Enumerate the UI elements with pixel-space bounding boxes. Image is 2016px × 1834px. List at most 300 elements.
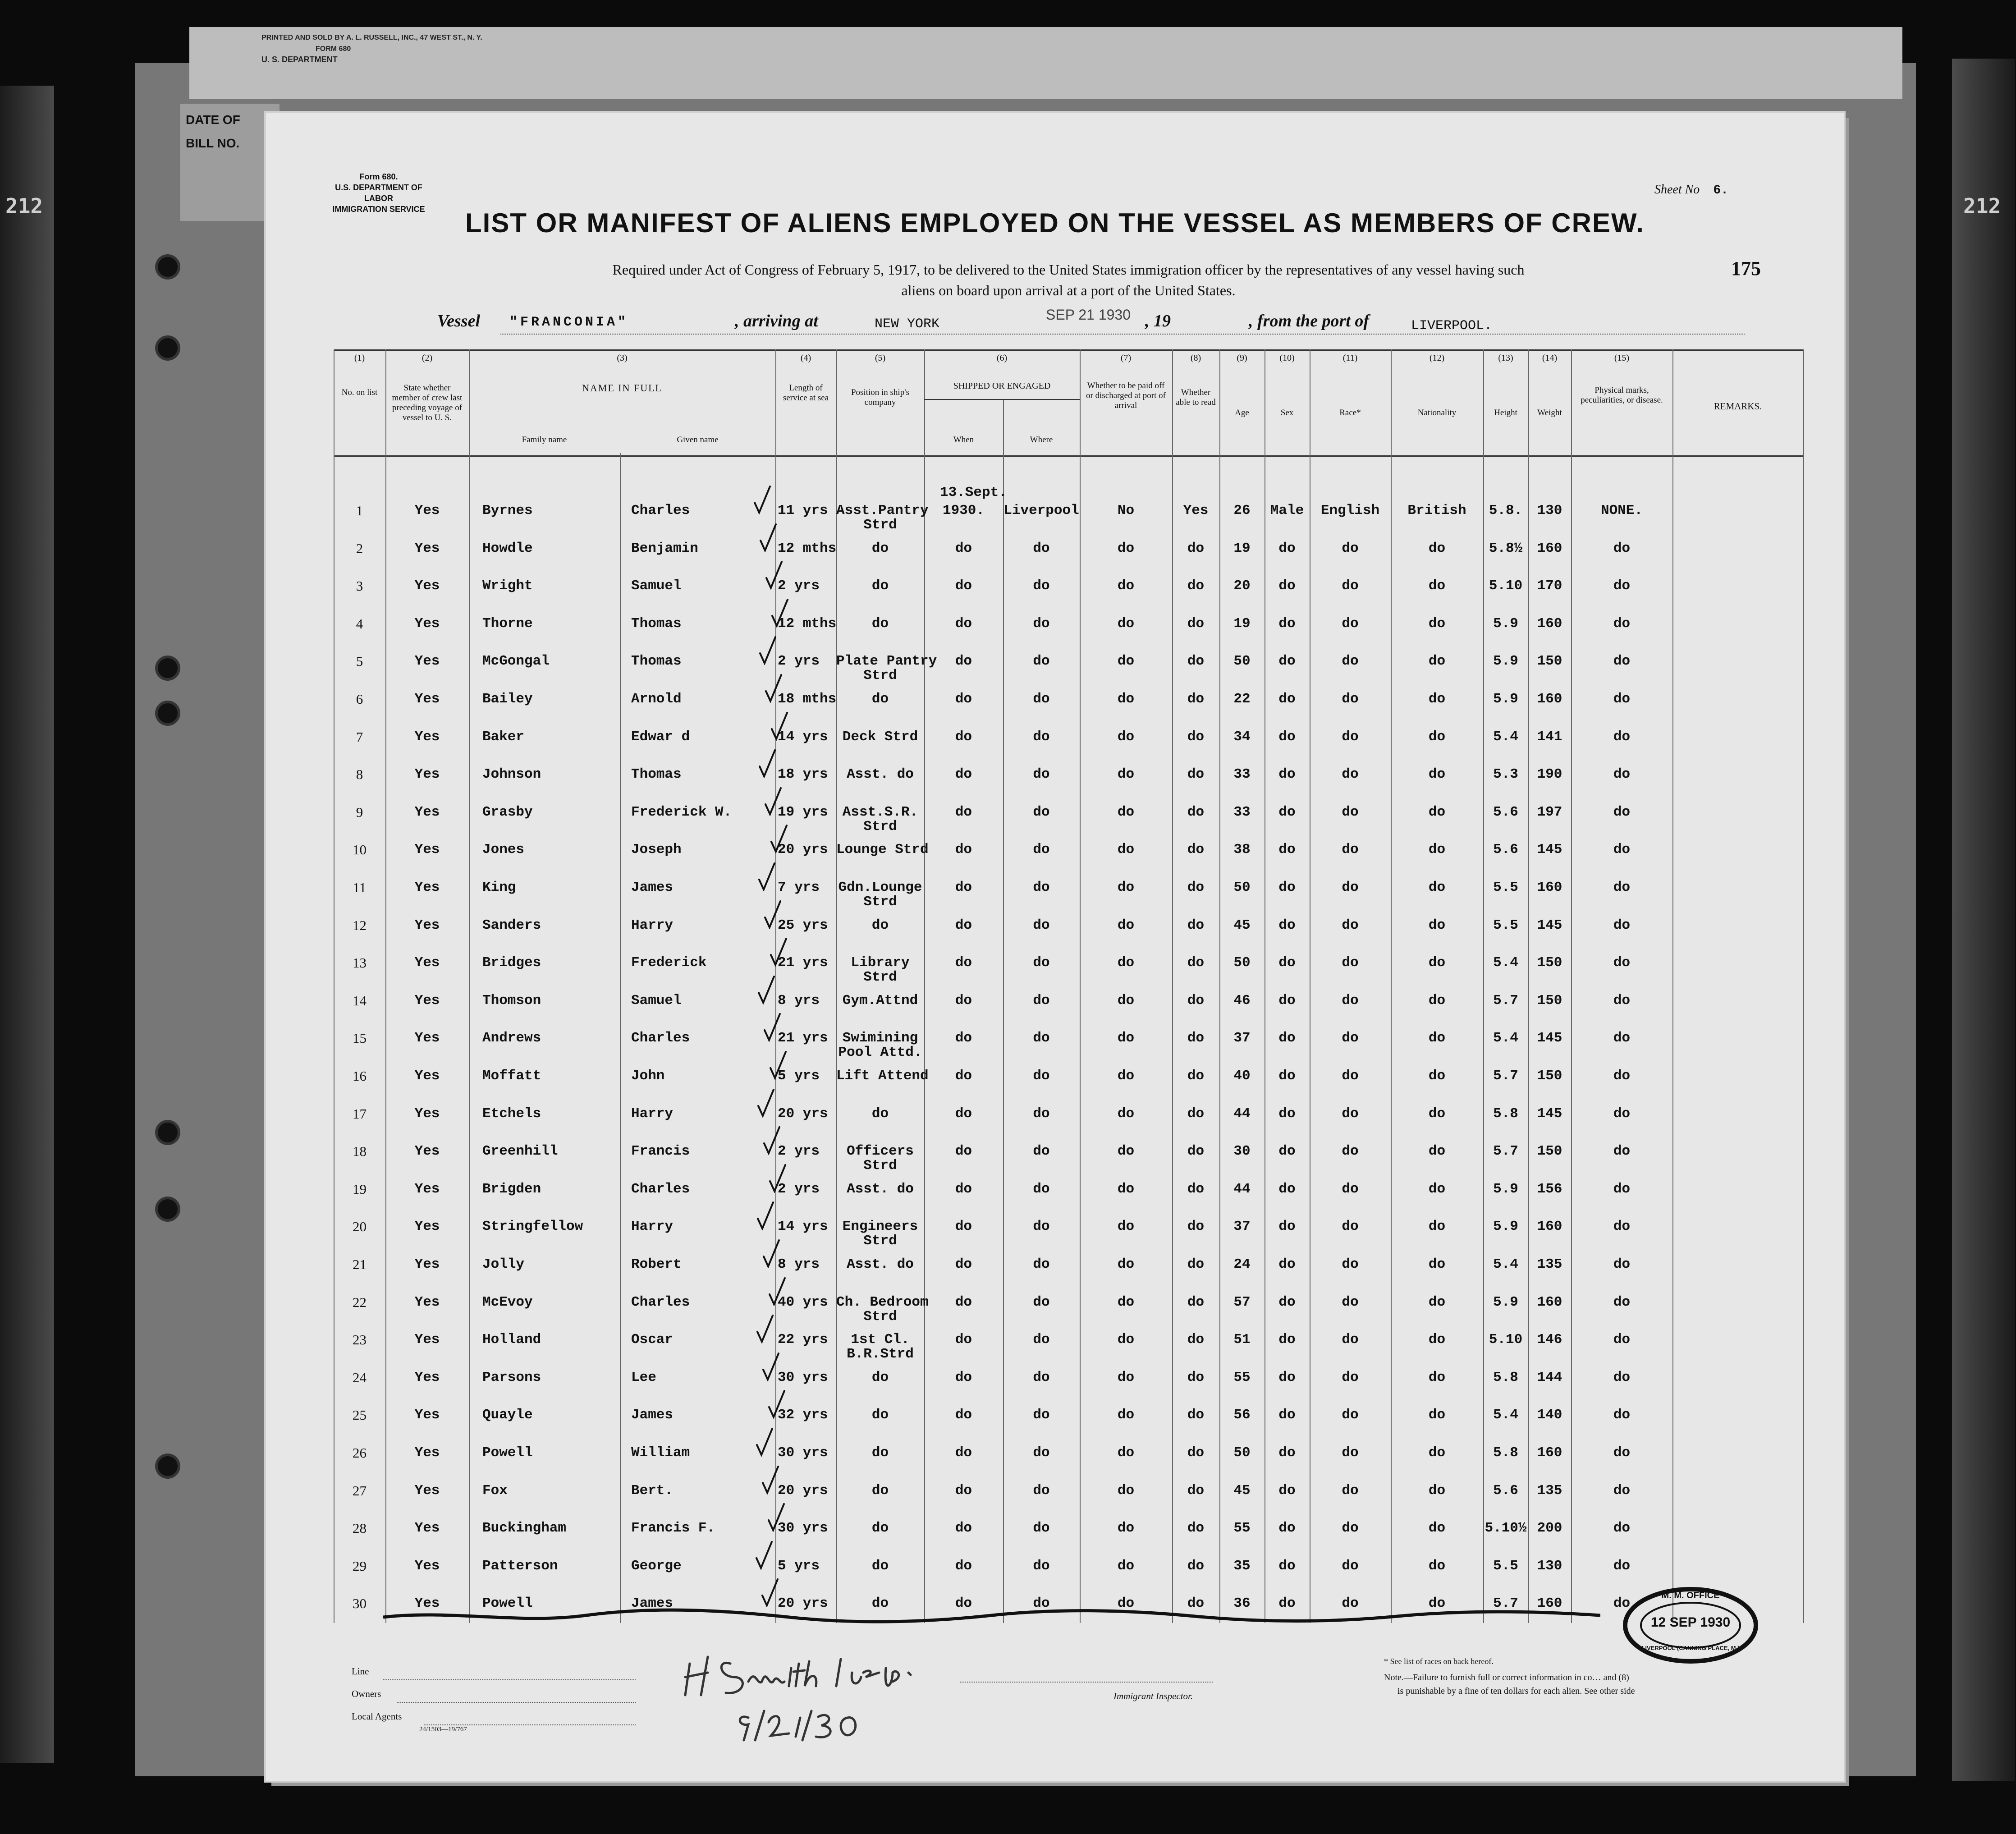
cell-age: 51 bbox=[1233, 1332, 1251, 1348]
cell-physical: do bbox=[1613, 1143, 1631, 1160]
footer-line-label: Line bbox=[352, 1666, 369, 1677]
cell-family: Jones bbox=[482, 842, 525, 858]
cell-no: 9 bbox=[356, 804, 363, 820]
cell-when: do bbox=[955, 1445, 972, 1461]
cell-family: King bbox=[482, 880, 516, 895]
cell-sex: do bbox=[1278, 766, 1296, 783]
check-mark-icon bbox=[756, 1089, 774, 1118]
cell-crew: Yes bbox=[414, 1558, 440, 1574]
check-mark-icon bbox=[761, 1466, 779, 1495]
cell-when: do bbox=[955, 1256, 972, 1272]
col-num-2: (2) bbox=[422, 353, 433, 363]
cell-given: Thomas bbox=[631, 766, 682, 783]
cell-position-line-2: Strd bbox=[863, 1308, 897, 1325]
cell-service: 30 yrs bbox=[778, 1445, 828, 1461]
cell-crew: Yes bbox=[414, 804, 440, 820]
cell-crew: Yes bbox=[414, 880, 440, 895]
cell-physical: do bbox=[1613, 766, 1631, 783]
cell-service: 30 yrs bbox=[778, 1369, 828, 1385]
cell-position: do bbox=[871, 1407, 889, 1423]
cell-read: do bbox=[1187, 1030, 1205, 1046]
cell-nationality: do bbox=[1428, 729, 1446, 745]
cell-where: do bbox=[1033, 842, 1050, 858]
check-mark-icon bbox=[756, 1315, 774, 1343]
check-mark-icon bbox=[761, 1353, 779, 1381]
cell-age: 44 bbox=[1233, 1181, 1251, 1197]
cell-height: 5.4 bbox=[1493, 1407, 1518, 1423]
cell-nationality: British bbox=[1407, 503, 1466, 518]
cell-sex: do bbox=[1278, 1030, 1296, 1046]
cell-family: Wright bbox=[482, 578, 533, 594]
cell-when: do bbox=[955, 766, 972, 783]
cell-where: do bbox=[1033, 1558, 1050, 1574]
cell-weight: 150 bbox=[1537, 1143, 1562, 1160]
cell-age: 19 bbox=[1233, 540, 1251, 556]
cell-service: 12 mths bbox=[778, 615, 837, 632]
cell-read: do bbox=[1187, 1105, 1205, 1122]
table-row bbox=[334, 1445, 1803, 1483]
cell-no: 19 bbox=[353, 1181, 367, 1197]
cell-position: Asst. do bbox=[847, 1256, 914, 1272]
cell-sex: do bbox=[1278, 842, 1296, 858]
cell-when: do bbox=[955, 1143, 972, 1160]
vessel-underline bbox=[500, 334, 1745, 335]
cell-position-line-2: Strd bbox=[863, 1233, 897, 1249]
cell-nationality: do bbox=[1428, 1445, 1446, 1461]
cell-given: Thomas bbox=[631, 653, 682, 669]
cell-crew: Yes bbox=[414, 691, 440, 707]
cell-sex: do bbox=[1278, 691, 1296, 707]
check-mark-icon bbox=[755, 1428, 773, 1457]
col-head-remarks: REMARKS. bbox=[1714, 401, 1762, 412]
cell-service: 20 yrs bbox=[778, 1482, 828, 1499]
races-note: * See list of races on back hereof. bbox=[1384, 1657, 1494, 1666]
cell-physical: do bbox=[1613, 1068, 1631, 1084]
cell-family: Stringfellow bbox=[482, 1219, 583, 1235]
cell-service: 2 yrs bbox=[778, 578, 820, 594]
cell-height: 5.9 bbox=[1493, 653, 1518, 669]
cell-no: 5 bbox=[356, 653, 363, 669]
cell-crew: Yes bbox=[414, 1219, 440, 1235]
cell-no: 6 bbox=[356, 691, 363, 707]
cell-height: 5.8 bbox=[1493, 1445, 1518, 1461]
cell-physical: do bbox=[1613, 955, 1631, 971]
cell-when: do bbox=[955, 1068, 972, 1084]
cell-position: 1st Cl. bbox=[851, 1332, 910, 1348]
table-row bbox=[334, 1219, 1803, 1256]
cell-where: do bbox=[1033, 1332, 1050, 1348]
cell-paid: do bbox=[1117, 1105, 1135, 1122]
cell-age: 26 bbox=[1233, 503, 1251, 518]
cell-given: Charles bbox=[631, 1181, 690, 1197]
cell-family: Thorne bbox=[482, 615, 533, 632]
col-head-race: Race* bbox=[1339, 408, 1361, 417]
stamp-top-text: M. M. OFFICE bbox=[1661, 1591, 1720, 1600]
cell-family: Greenhill bbox=[482, 1143, 558, 1160]
cell-position: do bbox=[871, 1482, 889, 1499]
cell-given: Robert bbox=[631, 1256, 682, 1272]
cell-when: do bbox=[955, 1294, 972, 1310]
cell-read: do bbox=[1187, 1256, 1205, 1272]
punch-hole bbox=[158, 338, 178, 358]
punch-hole bbox=[158, 1199, 178, 1219]
cell-read: do bbox=[1187, 1369, 1205, 1385]
cell-sex: do bbox=[1278, 955, 1296, 971]
col-num-6: (6) bbox=[996, 353, 1008, 363]
cell-race: do bbox=[1342, 1256, 1359, 1272]
cell-nationality: do bbox=[1428, 1181, 1446, 1197]
cell-no: 29 bbox=[353, 1558, 367, 1574]
cell-family: Holland bbox=[482, 1332, 541, 1348]
cell-where: do bbox=[1033, 917, 1050, 933]
cell-physical: do bbox=[1613, 1256, 1631, 1272]
cell-paid: do bbox=[1117, 1369, 1135, 1385]
cell-weight: 160 bbox=[1537, 615, 1562, 632]
cell-paid: do bbox=[1117, 729, 1135, 745]
cell-weight: 145 bbox=[1537, 917, 1562, 933]
cell-no: 26 bbox=[353, 1445, 367, 1461]
cell-where: do bbox=[1033, 804, 1050, 820]
cell-given: Francis bbox=[631, 1143, 690, 1160]
cell-position: Asst. do bbox=[847, 766, 914, 783]
cell-age: 30 bbox=[1233, 1143, 1251, 1160]
cell-physical: do bbox=[1613, 917, 1631, 933]
cell-where: do bbox=[1033, 1030, 1050, 1046]
cell-weight: 160 bbox=[1537, 1294, 1562, 1310]
cell-weight: 130 bbox=[1537, 503, 1562, 518]
cell-crew: Yes bbox=[414, 1105, 440, 1122]
cell-nationality: do bbox=[1428, 1369, 1446, 1385]
cell-where: do bbox=[1033, 992, 1050, 1009]
table-row bbox=[334, 729, 1803, 767]
back-form-number: FORM 680 bbox=[316, 45, 351, 53]
cell-sex: do bbox=[1278, 1407, 1296, 1423]
cell-paid: do bbox=[1117, 1030, 1135, 1046]
cell-race: do bbox=[1342, 1143, 1359, 1160]
cell-service: 18 yrs bbox=[778, 766, 828, 783]
cell-no: 24 bbox=[353, 1369, 367, 1385]
check-mark-icon bbox=[767, 1503, 785, 1532]
col-num-5: (5) bbox=[875, 353, 886, 363]
cell-family: Byrnes bbox=[482, 503, 533, 518]
cell-paid: do bbox=[1117, 1143, 1135, 1160]
check-mark-icon bbox=[767, 1390, 785, 1419]
col-head-state: State whether member of crew last preceding voyage of vessel to U. S. bbox=[392, 383, 463, 422]
cell-service: 7 yrs bbox=[778, 880, 820, 895]
cell-sex: do bbox=[1278, 917, 1296, 933]
cell-paid: do bbox=[1117, 1332, 1135, 1348]
cell-crew: Yes bbox=[414, 1294, 440, 1310]
check-mark-icon bbox=[762, 1239, 780, 1268]
cell-crew: Yes bbox=[414, 992, 440, 1009]
year-label: , 19 bbox=[1145, 312, 1171, 330]
cell-read: Yes bbox=[1183, 503, 1209, 518]
page-number: 175 bbox=[1731, 257, 1761, 280]
cell-position: Asst.Pantry bbox=[836, 503, 929, 518]
cell-no: 27 bbox=[353, 1482, 367, 1499]
col-num-13: (13) bbox=[1498, 353, 1513, 363]
cell-age: 37 bbox=[1233, 1030, 1251, 1046]
cell-height: 5.4 bbox=[1493, 729, 1518, 745]
cell-read: do bbox=[1187, 917, 1205, 933]
cell-position: Asst. do bbox=[847, 1181, 914, 1197]
cell-physical: NONE. bbox=[1600, 503, 1643, 518]
cell-age: 20 bbox=[1233, 578, 1251, 594]
cell-sex: do bbox=[1278, 1256, 1296, 1272]
cell-sex: do bbox=[1278, 1294, 1296, 1310]
check-mark-icon bbox=[761, 1578, 779, 1607]
punch-hole bbox=[158, 1456, 178, 1476]
cell-position-line-2: Strd bbox=[863, 668, 897, 684]
cell-read: do bbox=[1187, 653, 1205, 669]
cell-nationality: do bbox=[1428, 992, 1446, 1009]
check-mark-icon bbox=[765, 561, 783, 590]
check-mark-icon bbox=[763, 1013, 781, 1042]
check-mark-icon bbox=[756, 1201, 774, 1230]
cell-position: do bbox=[871, 691, 889, 707]
form-department: U.S. DEPARTMENT OF LABOR bbox=[335, 183, 422, 203]
cell-age: 19 bbox=[1233, 615, 1251, 632]
cell-when: do bbox=[955, 804, 972, 820]
cell-given: Joseph bbox=[631, 842, 682, 858]
cell-no: 25 bbox=[353, 1407, 367, 1423]
table-row bbox=[334, 1068, 1803, 1106]
cell-where: do bbox=[1033, 1181, 1050, 1197]
cell-age: 36 bbox=[1233, 1596, 1251, 1612]
cell-family: Brigden bbox=[482, 1181, 541, 1197]
cell-position: do bbox=[871, 1520, 889, 1536]
cell-where: do bbox=[1033, 653, 1050, 669]
cell-sex: do bbox=[1278, 1482, 1296, 1499]
cell-service: 20 yrs bbox=[778, 1105, 828, 1122]
footer-agents-label: Local Agents bbox=[352, 1711, 402, 1722]
cell-where: do bbox=[1033, 578, 1050, 594]
subtitle-line-1: Required under Act of Congress of February 5, 1917, to be delivered to the United States immigration officer by the representatives of any vessel having such bbox=[612, 261, 1525, 278]
cell-when: do bbox=[955, 1558, 972, 1574]
cell-paid: do bbox=[1117, 842, 1135, 858]
cell-family: Parsons bbox=[482, 1369, 541, 1385]
cell-race: do bbox=[1342, 766, 1359, 783]
cell-nationality: do bbox=[1428, 917, 1446, 933]
cell-height: 5.4 bbox=[1493, 1030, 1518, 1046]
cell-when: do bbox=[955, 917, 972, 933]
cell-nationality: do bbox=[1428, 1256, 1446, 1272]
cell-read: do bbox=[1187, 540, 1205, 556]
cell-weight: 160 bbox=[1537, 880, 1562, 895]
cell-race: do bbox=[1342, 691, 1359, 707]
cell-nationality: do bbox=[1428, 766, 1446, 783]
cell-age: 33 bbox=[1233, 804, 1251, 820]
cell-race: do bbox=[1342, 578, 1359, 594]
cell-read: do bbox=[1187, 1181, 1205, 1197]
cell-read: do bbox=[1187, 955, 1205, 971]
cell-read: do bbox=[1187, 880, 1205, 895]
cell-service: 5 yrs bbox=[778, 1068, 820, 1084]
cell-physical: do bbox=[1613, 992, 1631, 1009]
cell-paid: do bbox=[1117, 578, 1135, 594]
cell-height: 5.7 bbox=[1493, 1143, 1518, 1160]
cell-where: do bbox=[1033, 1294, 1050, 1310]
punch-hole bbox=[158, 703, 178, 723]
col-num-10: (10) bbox=[1279, 353, 1295, 363]
check-mark-icon bbox=[758, 636, 776, 665]
cell-weight: 150 bbox=[1537, 1068, 1562, 1084]
cell-sex: do bbox=[1278, 992, 1296, 1009]
cell-race: do bbox=[1342, 1445, 1359, 1461]
cell-when: do bbox=[955, 992, 972, 1009]
cell-physical: do bbox=[1613, 1445, 1631, 1461]
check-mark-icon bbox=[770, 712, 788, 741]
cell-when: do bbox=[955, 540, 972, 556]
cell-weight: 156 bbox=[1537, 1181, 1562, 1197]
table-row bbox=[334, 1520, 1803, 1558]
cell-when: do bbox=[955, 880, 972, 895]
cell-position-line-2: Strd bbox=[863, 1158, 897, 1174]
cell-when: do bbox=[955, 729, 972, 745]
cell-given: Bert. bbox=[631, 1482, 674, 1499]
cell-sex: do bbox=[1278, 1143, 1296, 1160]
cell-age: 33 bbox=[1233, 766, 1251, 783]
cell-weight: 150 bbox=[1537, 653, 1562, 669]
table-row bbox=[334, 1332, 1803, 1370]
cell-physical: do bbox=[1613, 1596, 1631, 1612]
cell-physical: do bbox=[1613, 1030, 1631, 1046]
cell-paid: do bbox=[1117, 540, 1135, 556]
table-row bbox=[334, 1181, 1803, 1219]
cell-no: 17 bbox=[353, 1105, 367, 1122]
cell-crew: Yes bbox=[414, 1256, 440, 1272]
cell-physical: do bbox=[1613, 1105, 1631, 1122]
cell-race: do bbox=[1342, 1369, 1359, 1385]
cell-service: 19 yrs bbox=[778, 804, 828, 820]
cell-race: do bbox=[1342, 880, 1359, 895]
back-form-department: U. S. DEPARTMENT bbox=[261, 55, 338, 64]
cell-position: Officers bbox=[847, 1143, 914, 1160]
cell-read: do bbox=[1187, 1558, 1205, 1574]
cell-where: do bbox=[1033, 729, 1050, 745]
cell-sex: do bbox=[1278, 729, 1296, 745]
cell-weight: 160 bbox=[1537, 1445, 1562, 1461]
cell-read: do bbox=[1187, 766, 1205, 783]
cell-race: do bbox=[1342, 1596, 1359, 1612]
col-head-family: Family name bbox=[522, 435, 567, 445]
cell-family: Patterson bbox=[482, 1558, 558, 1574]
cell-weight: 160 bbox=[1537, 1219, 1562, 1235]
cell-weight: 135 bbox=[1537, 1256, 1562, 1272]
cell-crew: Yes bbox=[414, 1520, 440, 1536]
cell-age: 46 bbox=[1233, 992, 1251, 1009]
col-num-15: (15) bbox=[1614, 353, 1630, 363]
cell-paid: do bbox=[1117, 1181, 1135, 1197]
cell-given: Charles bbox=[631, 1030, 690, 1046]
cell-paid: do bbox=[1117, 691, 1135, 707]
table-row bbox=[334, 503, 1803, 541]
cell-position-line-2: Strd bbox=[863, 894, 897, 910]
cell-no: 12 bbox=[353, 917, 367, 933]
cell-sex: do bbox=[1278, 1445, 1296, 1461]
cell-weight: 146 bbox=[1537, 1332, 1562, 1348]
cell-read: do bbox=[1187, 1294, 1205, 1310]
footer-owners-label: Owners bbox=[352, 1688, 381, 1699]
shipped-date-note: 13.Sept. bbox=[940, 485, 1007, 500]
cell-sex: do bbox=[1278, 615, 1296, 632]
cell-paid: do bbox=[1117, 992, 1135, 1009]
cell-crew: Yes bbox=[414, 578, 440, 594]
cell-where: do bbox=[1033, 880, 1050, 895]
cell-where: do bbox=[1033, 1520, 1050, 1536]
cell-paid: do bbox=[1117, 917, 1135, 933]
cell-nationality: do bbox=[1428, 1596, 1446, 1612]
cell-family: Jolly bbox=[482, 1256, 525, 1272]
col-head-shipped: SHIPPED OR ENGAGED bbox=[953, 381, 1051, 391]
cell-where: do bbox=[1033, 540, 1050, 556]
col-head-age: Age bbox=[1235, 408, 1249, 417]
cell-nationality: do bbox=[1428, 1407, 1446, 1423]
cell-sex: do bbox=[1278, 653, 1296, 669]
cell-age: 40 bbox=[1233, 1068, 1251, 1084]
cell-age: 50 bbox=[1233, 955, 1251, 971]
cell-crew: Yes bbox=[414, 1369, 440, 1385]
cell-given: Harry bbox=[631, 1105, 674, 1122]
cell-read: do bbox=[1187, 1445, 1205, 1461]
cell-paid: do bbox=[1117, 1596, 1135, 1612]
cell-service: 11 yrs bbox=[778, 503, 828, 518]
cell-where: do bbox=[1033, 955, 1050, 971]
cell-read: do bbox=[1187, 804, 1205, 820]
cell-position: Lounge Strd bbox=[836, 842, 929, 858]
table-row bbox=[334, 917, 1803, 955]
cell-position: Swimining bbox=[842, 1030, 918, 1046]
cell-height: 5.5 bbox=[1493, 1558, 1518, 1574]
check-mark-icon bbox=[759, 523, 777, 552]
cell-nationality: do bbox=[1428, 540, 1446, 556]
col-head-name: NAME IN FULL bbox=[582, 382, 662, 394]
cell-nationality: do bbox=[1428, 1105, 1446, 1122]
cell-given: Harry bbox=[631, 1219, 674, 1235]
cell-read: do bbox=[1187, 1219, 1205, 1235]
cell-weight: 190 bbox=[1537, 766, 1562, 783]
cell-height: 5.4 bbox=[1493, 1256, 1518, 1272]
cell-given: Oscar bbox=[631, 1332, 674, 1348]
col-head-read: Whether able to read bbox=[1176, 388, 1216, 407]
cell-nationality: do bbox=[1428, 880, 1446, 895]
cell-height: 5.7 bbox=[1493, 1596, 1518, 1612]
check-mark-icon bbox=[768, 1164, 786, 1193]
cell-weight: 130 bbox=[1537, 1558, 1562, 1574]
cell-height: 5.8 bbox=[1493, 1105, 1518, 1122]
cell-read: do bbox=[1187, 615, 1205, 632]
cell-nationality: do bbox=[1428, 955, 1446, 971]
cell-race: do bbox=[1342, 992, 1359, 1009]
cell-height: 5.5 bbox=[1493, 880, 1518, 895]
cell-family: Powell bbox=[482, 1596, 533, 1612]
cell-race: do bbox=[1342, 804, 1359, 820]
table-row bbox=[334, 766, 1803, 804]
cell-position-line-2: Strd bbox=[863, 818, 897, 834]
cell-given: Lee bbox=[631, 1369, 656, 1385]
cell-race: do bbox=[1342, 917, 1359, 933]
cell-where: Liverpool bbox=[1003, 503, 1079, 518]
cell-read: do bbox=[1187, 992, 1205, 1009]
cell-physical: do bbox=[1613, 842, 1631, 858]
cell-race: do bbox=[1342, 842, 1359, 858]
cell-position: Library bbox=[851, 955, 910, 971]
cell-nationality: do bbox=[1428, 1294, 1446, 1310]
cell-no: 18 bbox=[353, 1143, 367, 1160]
cell-age: 55 bbox=[1233, 1520, 1251, 1536]
cell-race: do bbox=[1342, 1030, 1359, 1046]
cell-paid: do bbox=[1117, 766, 1135, 783]
